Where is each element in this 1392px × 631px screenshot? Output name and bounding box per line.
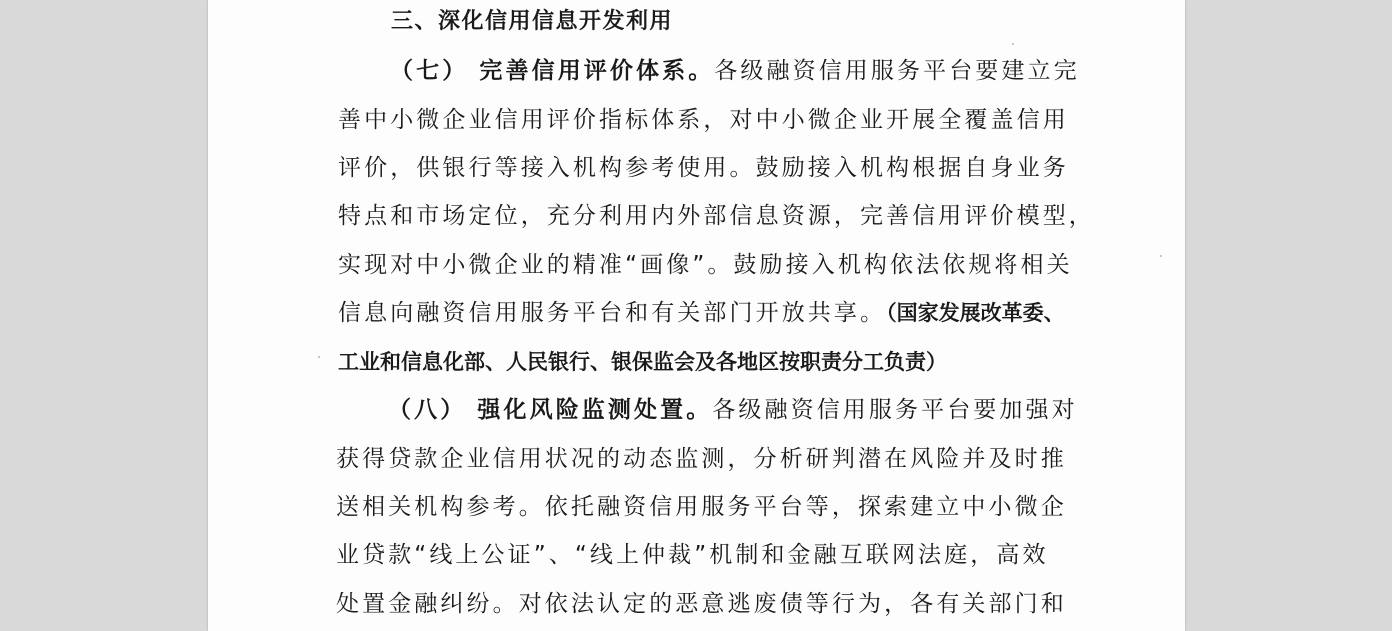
item-7-title: （七） 完善信用评价体系。: [390, 58, 715, 84]
responsibility-note: （国家发展改革委、: [886, 301, 1065, 325]
paragraph-line: [390, 55, 1080, 87]
paragraph-line: 评价，供银行等接入机构参考使用。鼓励接入机构根据自身业务: [338, 155, 1069, 181]
paragraph-line: 善中小微企业信用评价指标体系，对中小微企业开展全覆盖信用: [338, 107, 1069, 133]
paragraph-line: [388, 394, 1078, 426]
scan-speck: [1160, 255, 1162, 257]
item-8-text: 各级融资信用服务平台要加强对: [712, 397, 1078, 423]
paragraph-line: 业贷款“线上公证”、“线上仲裁”机制和金融互联网法庭，高效: [336, 542, 1049, 568]
scan-speck: [318, 356, 320, 358]
document-page: [208, 0, 1185, 631]
item-7-text: 各级融资信用服务平台要建立完: [714, 58, 1080, 84]
paragraph-line: [338, 297, 1065, 329]
paragraph-line: 特点和市场定位，充分利用内外部信息资源，完善信用评价模型，: [338, 203, 1095, 229]
item-8-title: （八） 强化风险监测处置。: [388, 397, 713, 423]
paragraph-line: 实现对中小微企业的精准“画像”。鼓励接入机构依法依规将相关: [338, 252, 1073, 278]
paragraph-line: 送相关机构参考。依托融资信用服务平台等，探索建立中小微企: [336, 494, 1067, 520]
scan-speck: [1012, 43, 1014, 45]
paragraph-line: 获得贷款企业信用状况的动态监测，分析研判潜在风险并及时推: [336, 446, 1067, 472]
section-heading: 三、深化信用信息开发利用: [391, 9, 674, 34]
responsibility-note: 工业和信息化部、人民银行、银保监会及各地区按职责分工负责）: [338, 350, 947, 374]
item-7-text: 信息向融资信用服务平台和有关部门开放共享。: [338, 300, 887, 326]
paragraph-line: 处置金融纠纷。对依法认定的恶意逃废债等行为，各有关部门和: [336, 591, 1067, 617]
